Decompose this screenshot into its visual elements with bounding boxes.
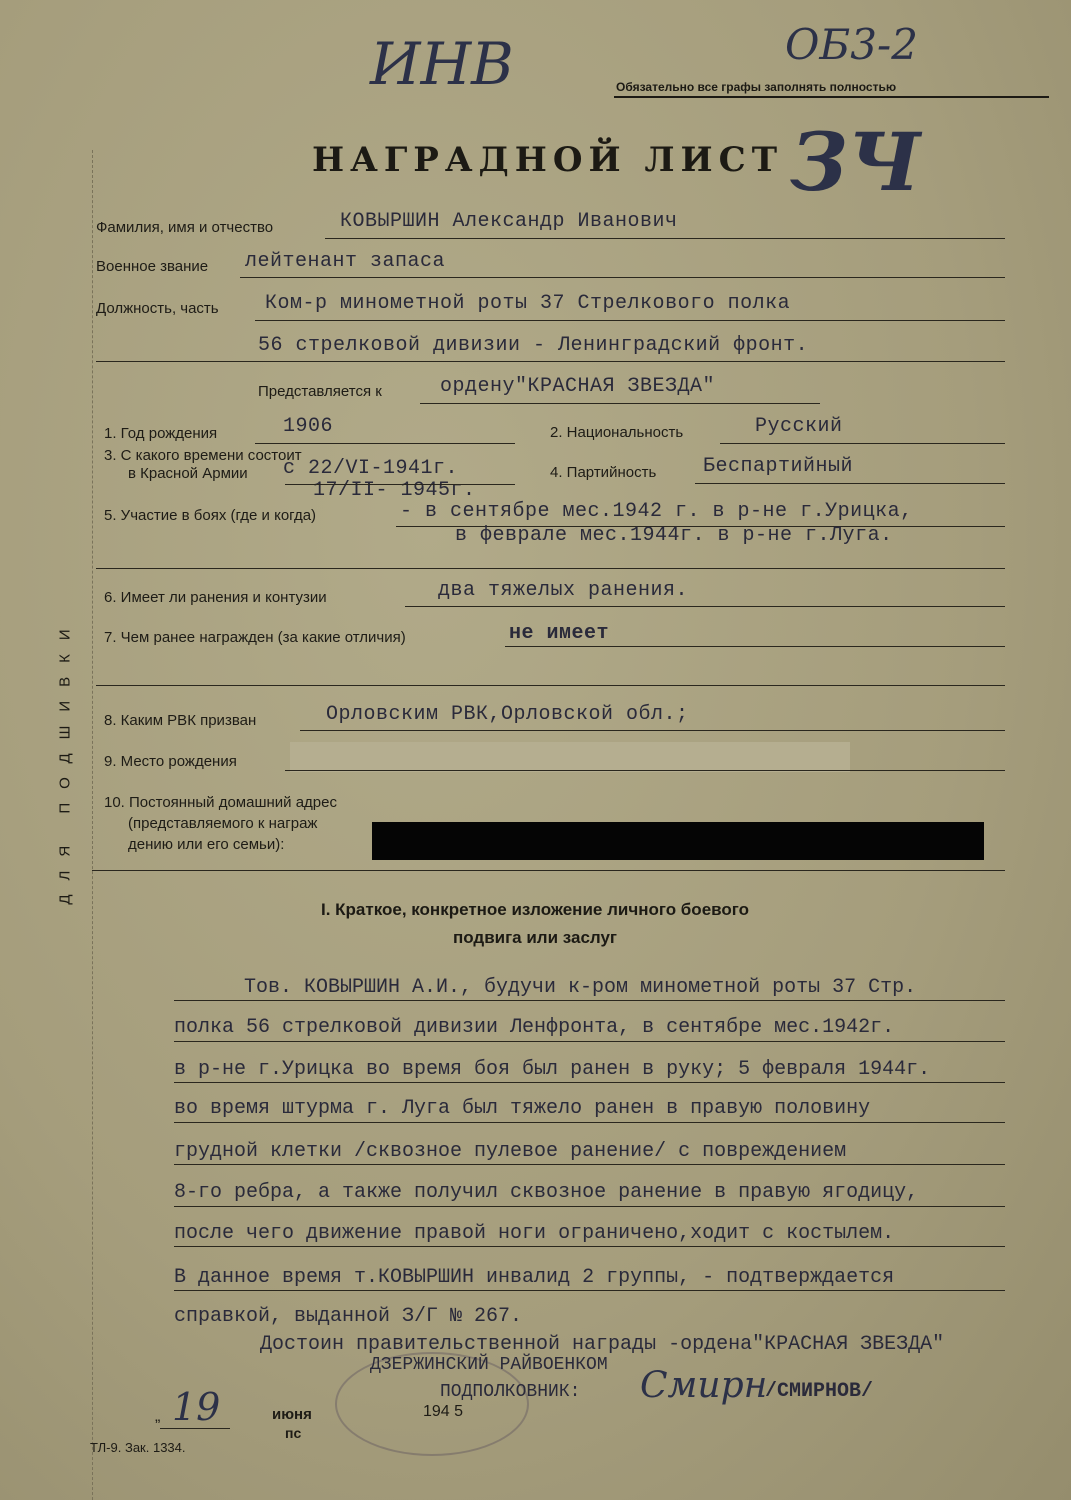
previous-awards-label: 7. Чем ранее награжден (за какие отличия)	[104, 629, 406, 646]
signatory-office: ДЗЕРЖИНСКИЙ РАЙВОЕНКОМ	[370, 1355, 608, 1375]
fill-instruction: Обязательно все графы заполнять полностью	[616, 80, 897, 94]
rvk-underline	[300, 730, 1005, 731]
birth-year-underline	[255, 443, 515, 444]
award-underline	[420, 403, 820, 404]
name-underline	[325, 238, 1005, 239]
rvk-value: Орловским РВК,Орловской обл.;	[326, 703, 689, 726]
award-value: ордену"КРАСНАЯ ЗВЕЗДА"	[440, 375, 716, 398]
handwritten-code-left: ИНВ	[370, 30, 514, 98]
instruction-underline	[614, 96, 1049, 98]
narrative-rule	[174, 1041, 1005, 1042]
narrative-line: Тов. КОВЫРШИН А.И., будучи к-ром минометной роты 37 Стр.	[244, 976, 917, 999]
party-underline	[695, 483, 1005, 484]
address-label-1: 10. Постоянный домашний адрес	[104, 794, 337, 811]
previous-awards-underline-2	[96, 685, 1005, 686]
narrative-line: справкой, выданной З/Г № 267.	[174, 1305, 523, 1328]
name-label: Фамилия, имя и отчество	[96, 219, 274, 236]
position-value-line1: Ком-р минометной роты 37 Стрелкового полка	[265, 292, 791, 315]
section-divider	[92, 870, 1005, 871]
position-value-line2: 56 стрелковой дивизии - Ленинградский фронт.	[258, 334, 809, 357]
date-month: июня	[272, 1406, 312, 1423]
date-day-underline	[160, 1428, 230, 1429]
nationality-label: 2. Национальность	[550, 424, 684, 441]
narrative-line: Достоин правительственной награды -ордена"КРАСНАЯ ЗВЕЗДА"	[260, 1333, 945, 1356]
section-heading-line2: подвига или заслуг	[452, 928, 618, 947]
form-print-info: ТЛ-9. Зак. 1334.	[90, 1440, 186, 1455]
narrative-line: в р-не г.Урицка во время боя был ранен в руку; 5 февраля 1944г.	[174, 1058, 931, 1081]
birthplace-label: 9. Место рождения	[104, 753, 237, 770]
rvk-label: 8. Каким РВК призван	[104, 712, 257, 729]
battles-label: 5. Участие в боях (где и когда)	[104, 507, 317, 524]
position-label: Должность, часть	[96, 300, 219, 317]
narrative-rule	[174, 1164, 1005, 1165]
address-label-3: дению или его семьи):	[128, 836, 285, 853]
position-underline-2	[96, 361, 1005, 362]
binding-margin-label: ДЛЯ ПОДШИВКИ	[56, 615, 74, 905]
date-day: 19	[172, 1385, 221, 1429]
previous-awards-underline	[505, 646, 1005, 647]
rank-underline	[240, 277, 1005, 278]
handwritten-code-right: ОБ3-2	[785, 20, 918, 69]
narrative-line: В данное время т.КОВЫРШИН инвалид 2 группы, - подтверждается	[174, 1266, 895, 1289]
narrative-line: полка 56 стрелковой дивизии Ленфронта, в сентябре мес.1942г.	[174, 1016, 895, 1039]
wounds-value: два тяжелых ранения.	[438, 579, 689, 602]
section-heading-line1: I. Краткое, конкретное изложение личного боевого	[320, 900, 749, 919]
handwritten-signature: Смирн	[640, 1365, 768, 1406]
narrative-rule	[174, 1246, 1005, 1247]
battles-underline-2	[96, 568, 1005, 569]
award-label: Представляется к	[258, 383, 382, 400]
battles-value-1: - в сентябре мес.1942 г. в р-не г.Урицка,	[400, 500, 913, 523]
service-since-value-1: с 22/VI-1941г.	[283, 457, 459, 480]
service-since-label-1: 3. С какого времени состоит	[104, 447, 302, 464]
date-month-extra: пс	[285, 1425, 302, 1441]
name-value: КОВЫРШИН Александр Иванович	[340, 210, 678, 233]
service-since-underline	[285, 484, 515, 485]
signatory-name: /СМИРНОВ/	[765, 1380, 874, 1403]
narrative-line: во время штурма г. Луга был тяжело ранен в правую половину	[174, 1097, 871, 1120]
address-label-2: (представляемого к награж	[128, 815, 318, 832]
service-since-value-2: 17/II- 1945г.	[313, 479, 476, 502]
birthplace-underline	[285, 770, 1005, 771]
party-label: 4. Партийность	[550, 464, 657, 481]
handwritten-mark: ЗЧ	[790, 115, 921, 209]
rank-label: Военное звание	[96, 258, 209, 275]
nationality-value: Русский	[755, 415, 843, 438]
signatory-rank: ПОДПОЛКОВНИК:	[440, 1382, 581, 1402]
narrative-line: 8-го ребра, а также получил сквозное ранение в правую ягодицу,	[174, 1181, 919, 1204]
narrative-rule	[174, 1082, 1005, 1083]
nationality-underline	[720, 443, 1005, 444]
birthplace-obscured	[290, 742, 850, 772]
wounds-underline	[405, 606, 1005, 607]
narrative-line: после чего движение правой ноги ограничено,ходит с костылем.	[174, 1222, 895, 1245]
binding-line	[92, 150, 93, 1500]
narrative-rule	[174, 1290, 1005, 1291]
service-since-label-2: в Красной Армии	[128, 465, 248, 482]
date-quote: „	[155, 1408, 161, 1425]
date-year: 194 5	[423, 1403, 464, 1420]
narrative-line: грудной клетки /сквозное пулевое ранение/ с повреждением	[174, 1140, 847, 1163]
narrative-rule	[174, 1000, 1005, 1001]
narrative-rule	[174, 1122, 1005, 1123]
birth-year-value: 1906	[283, 415, 334, 438]
party-value: Беспартийный	[703, 455, 854, 478]
birth-year-label: 1. Год рождения	[104, 425, 218, 442]
rank-value: лейтенант запаса	[245, 250, 446, 273]
address-redacted	[372, 822, 984, 860]
battles-value-2: в феврале мес.1944г. в р-не г.Луга.	[455, 524, 893, 547]
previous-awards-value: не имеет	[509, 622, 610, 645]
wounds-label: 6. Имеет ли ранения и контузии	[104, 589, 327, 606]
document-title: НАГРАДНОЙ ЛИСТ	[312, 140, 784, 180]
position-underline-1	[255, 320, 1005, 321]
narrative-rule	[174, 1206, 1005, 1207]
